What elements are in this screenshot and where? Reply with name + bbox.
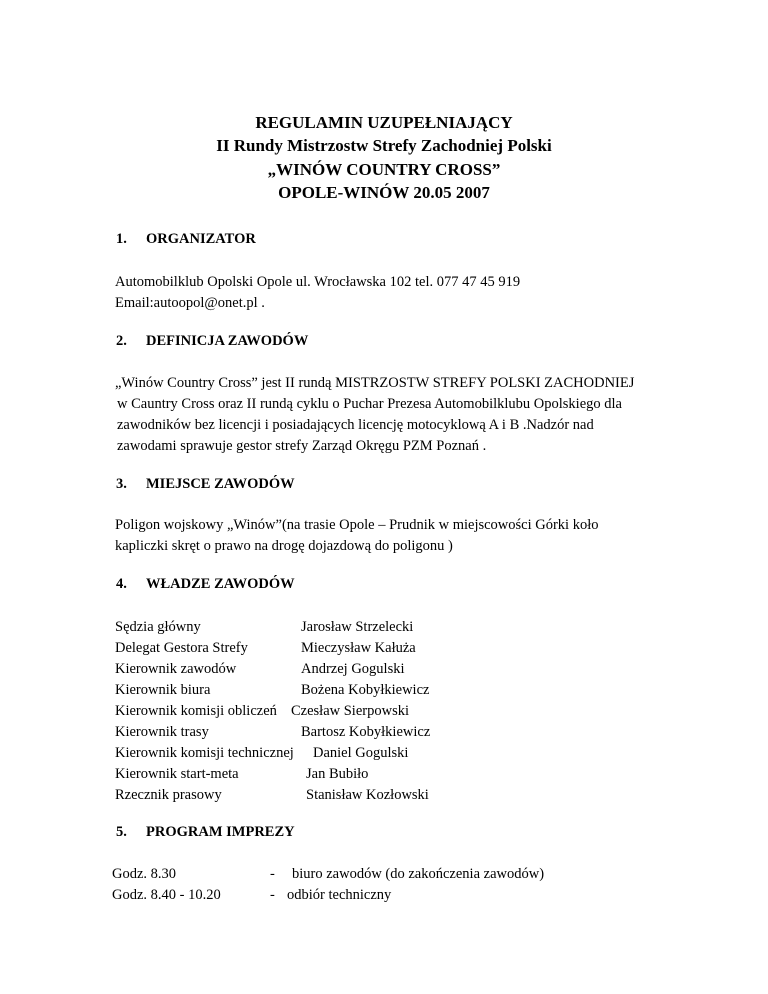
official-name: Stanisław Kozłowski bbox=[306, 787, 429, 803]
section-heading-organizer bbox=[116, 231, 256, 248]
location-line-2: kapliczki skręt o prawo na drogę dojazdową do poligonu ) bbox=[115, 538, 453, 554]
official-name: Mieczysław Kałuża bbox=[301, 640, 416, 656]
document-subtitle-date: OPOLE-WINÓW 20.05 2007 bbox=[278, 183, 490, 202]
official-name: Czesław Sierpowski bbox=[291, 703, 409, 719]
official-role: Kierownik komisji obliczeń bbox=[115, 703, 277, 719]
definition-line-3: zawodników bez licencji i posiadających licencję motocyklową A i B .Nadzór nad bbox=[117, 417, 594, 433]
section-heading-location bbox=[116, 476, 295, 493]
program-dash: - bbox=[270, 866, 275, 882]
document-subtitle-event: „WINÓW COUNTRY CROSS” bbox=[267, 160, 501, 179]
official-name: Andrzej Gogulski bbox=[301, 661, 405, 677]
definition-line-4: zawodami sprawuje gestor strefy Zarząd Okręgu PZM Poznań . bbox=[117, 438, 487, 454]
section-title: ORGANIZATOR bbox=[146, 231, 256, 247]
section-number: 1. bbox=[116, 231, 127, 247]
section-title: PROGRAM IMPREZY bbox=[146, 824, 295, 840]
official-name: Daniel Gogulski bbox=[313, 745, 409, 761]
program-description: odbiór techniczny bbox=[287, 887, 392, 903]
official-name: Jan Bubiło bbox=[306, 766, 369, 782]
official-name: Bożena Kobyłkiewicz bbox=[301, 682, 430, 698]
official-role: Sędzia główny bbox=[115, 619, 201, 635]
official-role: Rzecznik prasowy bbox=[115, 787, 222, 803]
section-number: 4. bbox=[116, 576, 127, 592]
program-time: Godz. 8.30 bbox=[112, 866, 177, 882]
definition-line-2: w Cauntry Cross oraz II rundą cyklu o Puchar Prezesa Automobilklubu Opolskiego dla bbox=[117, 396, 622, 412]
official-name: Jarosław Strzelecki bbox=[301, 619, 414, 635]
section-number: 3. bbox=[116, 476, 127, 492]
official-role: Kierownik komisji technicznej bbox=[115, 745, 294, 761]
section-title: MIEJSCE ZAWODÓW bbox=[146, 476, 295, 492]
organizer-address: Automobilklub Opolski Opole ul. Wrocławska 102 tel. 077 47 45 919 bbox=[115, 274, 521, 290]
official-name: Bartosz Kobyłkiewicz bbox=[301, 724, 431, 740]
official-role: Kierownik trasy bbox=[115, 724, 209, 740]
official-role: Kierownik start-meta bbox=[115, 766, 239, 782]
section-heading-officials bbox=[116, 576, 295, 593]
program-dash: - bbox=[270, 887, 275, 903]
section-heading-program bbox=[116, 824, 295, 841]
section-number: 5. bbox=[116, 824, 127, 840]
location-line-1: Poligon wojskowy „Winów”(na trasie Opole – Prudnik w miejscowości Górki koło bbox=[115, 517, 599, 533]
official-role: Kierownik zawodów bbox=[115, 661, 237, 677]
official-role: Kierownik biura bbox=[115, 682, 211, 698]
definition-line-1: „Winów Country Cross” jest II rundą MISTRZOSTW STREFY POLSKI ZACHODNIEJ bbox=[115, 375, 635, 391]
program-time: Godz. 8.40 - 10.20 bbox=[112, 887, 221, 903]
official-role: Delegat Gestora Strefy bbox=[115, 640, 248, 656]
section-number: 2. bbox=[116, 333, 127, 349]
document-title: REGULAMIN UZUPEŁNIAJĄCY bbox=[255, 113, 513, 132]
section-title: DEFINICJA ZAWODÓW bbox=[146, 333, 309, 349]
document-subtitle-round: II Rundy Mistrzostw Strefy Zachodniej Polski bbox=[216, 136, 552, 155]
section-heading-definition bbox=[116, 333, 308, 350]
program-description: biuro zawodów (do zakończenia zawodów) bbox=[292, 866, 545, 882]
organizer-email: Email:autoopol@onet.pl . bbox=[115, 295, 265, 311]
section-title: WŁADZE ZAWODÓW bbox=[146, 576, 295, 592]
